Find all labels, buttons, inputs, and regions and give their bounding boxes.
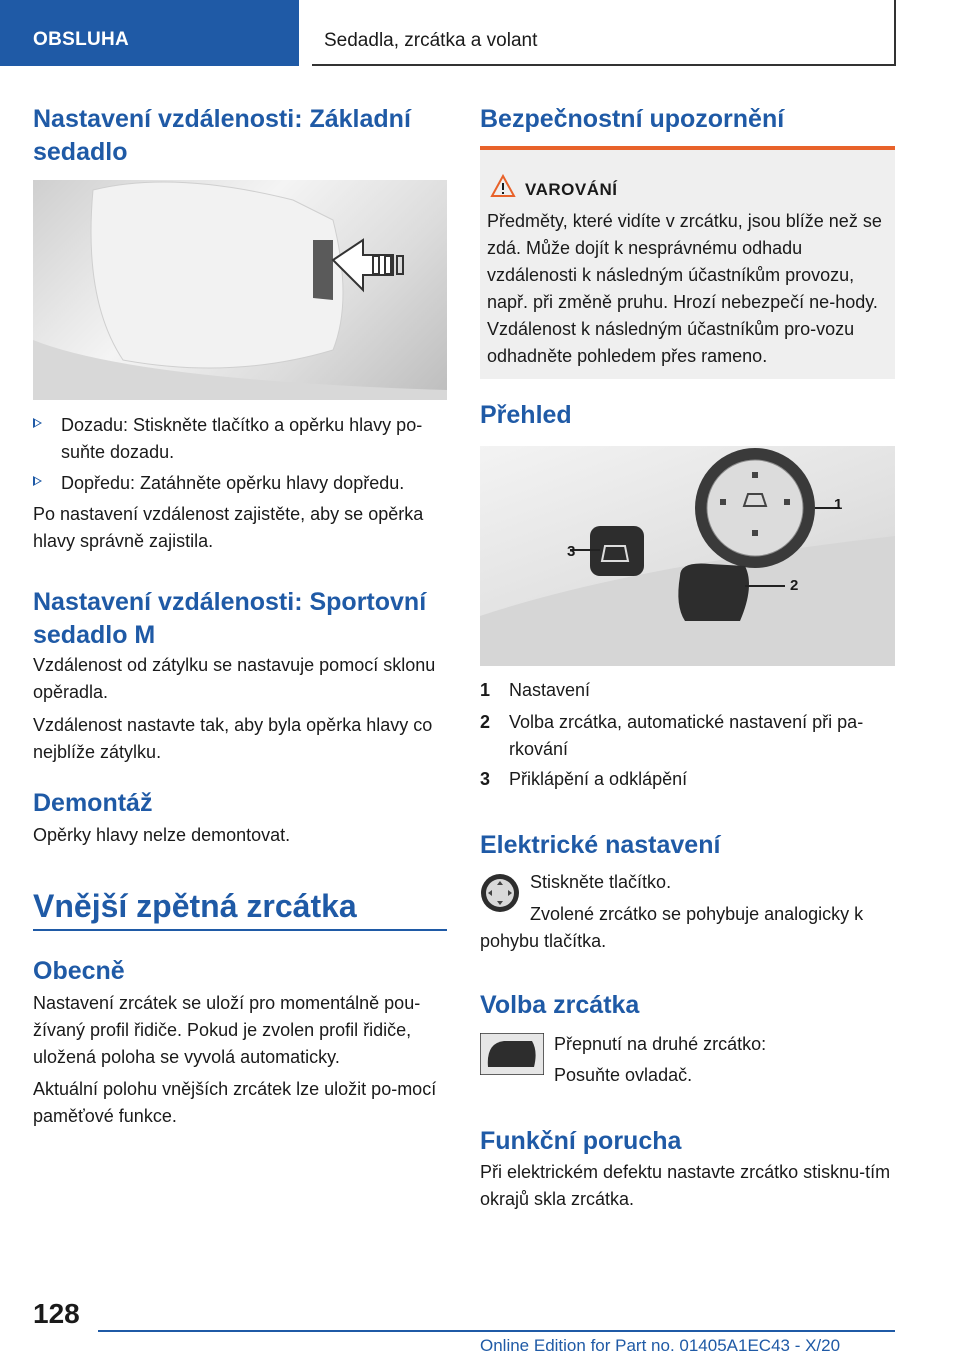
legend-num-1: 1 <box>480 680 491 700</box>
paragraph-sport-2: Vzdálenost nastavte tak, aby byla opěrka hlavy co nejblíže zátylku. <box>33 715 433 762</box>
bullet-back-text: Dozadu: Stiskněte tlačítko a opěrku hlavy po-suňte dozadu. <box>61 415 423 462</box>
paragraph-obecne-1: Nastavení zrcátek se uloží pro momentálně pou-žívaný profil řidiče. Pokud je zvolen profil řidiče, uložená poloha se vyvolá automaticky. <box>33 993 421 1067</box>
heading-electric: Elektrické nastavení <box>480 831 721 859</box>
warning-text: Předměty, které vidíte v zrcátku, jsou blíže než se zdá. Může dojít k nesprávnému odhadu vzdálenosti k následným účastníkům provozu, např. při změně pruhu. Hrozí nebezpečí ne-hody. Vzdálenost k následným účastníkům pro-vozu odhadněte pohledem přes rameno. <box>487 211 882 366</box>
bullet-forward-text: Dopředu: Zatáhněte opěrku hlavy dopředu. <box>61 473 405 493</box>
legend-text-2: Volba zrcátka, automatické nastavení při pa-rkování <box>509 712 864 759</box>
legend-text-1: Nastavení <box>509 680 591 700</box>
legend-text-3: Přiklápění a odklápění <box>509 769 688 789</box>
chapter-header <box>312 0 896 66</box>
section-label: OBSLUHA <box>33 29 130 50</box>
callout-1: 1 <box>834 496 843 513</box>
heading-rule <box>33 929 447 931</box>
chapter-label: Sedadla, zrcátka a volant <box>324 30 538 51</box>
paragraph-fault: Při elektrickém defektu nastavte zrcátko stisknu-tím okrajů skla zrcátka. <box>480 1162 891 1209</box>
mirror-selector-icon <box>480 1033 544 1075</box>
heading-demontaz: Demontáž <box>33 789 153 817</box>
mirror-controls-illustration <box>480 446 895 666</box>
paragraph-basic: Po nastavení vzdálenost zajistěte, aby se opěrka hlavy správně zajistila. <box>33 504 424 551</box>
paragraph-sport-1: Vzdálenost od zátylku se nastavuje pomocí sklonu opěradla. <box>33 655 436 702</box>
legend-num-2: 2 <box>480 712 491 732</box>
page-number: 128 <box>33 1298 80 1329</box>
heading-obecne: Obecně <box>33 957 125 985</box>
paragraph-electric-2: Zvolené zrcátko se pohybuje analogicky k pohybu tlačítka. <box>480 904 864 951</box>
legend-num-3: 3 <box>480 769 491 789</box>
callout-3: 3 <box>567 543 576 560</box>
heading-sport-seat: Nastavení vzdálenosti: Sportovní sedadlo M <box>33 588 427 649</box>
paragraph-electric-1: Stiskněte tlačítko. <box>530 872 672 892</box>
heading-select: Volba zrcátka <box>480 991 640 1019</box>
heading-safety: Bezpečnostní upozornění <box>480 105 785 133</box>
headrest-illustration <box>33 180 447 400</box>
heading-fault: Funkční porucha <box>480 1127 682 1155</box>
heading-exterior-mirrors: Vnější zpětná zrcátka <box>33 888 357 924</box>
heading-overview: Přehled <box>480 401 572 429</box>
warning-title: VAROVÁNÍ <box>525 180 618 199</box>
heading-basic-seat: Nastavení vzdálenosti: Základní sedadlo <box>33 105 411 166</box>
bullet-forward <box>33 470 447 497</box>
bullet-back <box>33 412 447 466</box>
edition-text: Online Edition for Part no. 01405A1EC43 - X/20 <box>480 1336 841 1355</box>
bullet-triangle-icon <box>33 418 42 428</box>
paragraph-obecne-2: Aktuální polohu vnějších zrcátek lze uložit po-mocí paměťové funkce. <box>33 1079 437 1126</box>
callout-2: 2 <box>790 577 799 594</box>
paragraph-demontaz: Opěrky hlavy nelze demontovat. <box>33 825 291 845</box>
paragraph-select-2: Posuňte ovladač. <box>554 1065 693 1085</box>
warning-box <box>480 146 895 379</box>
warning-triangle-icon <box>490 174 516 198</box>
paragraph-select-1: Přepnutí na druhé zrcátko: <box>554 1034 767 1054</box>
bullet-triangle-icon <box>33 476 42 486</box>
section-tab <box>0 0 299 66</box>
footer-rule <box>98 1330 895 1332</box>
